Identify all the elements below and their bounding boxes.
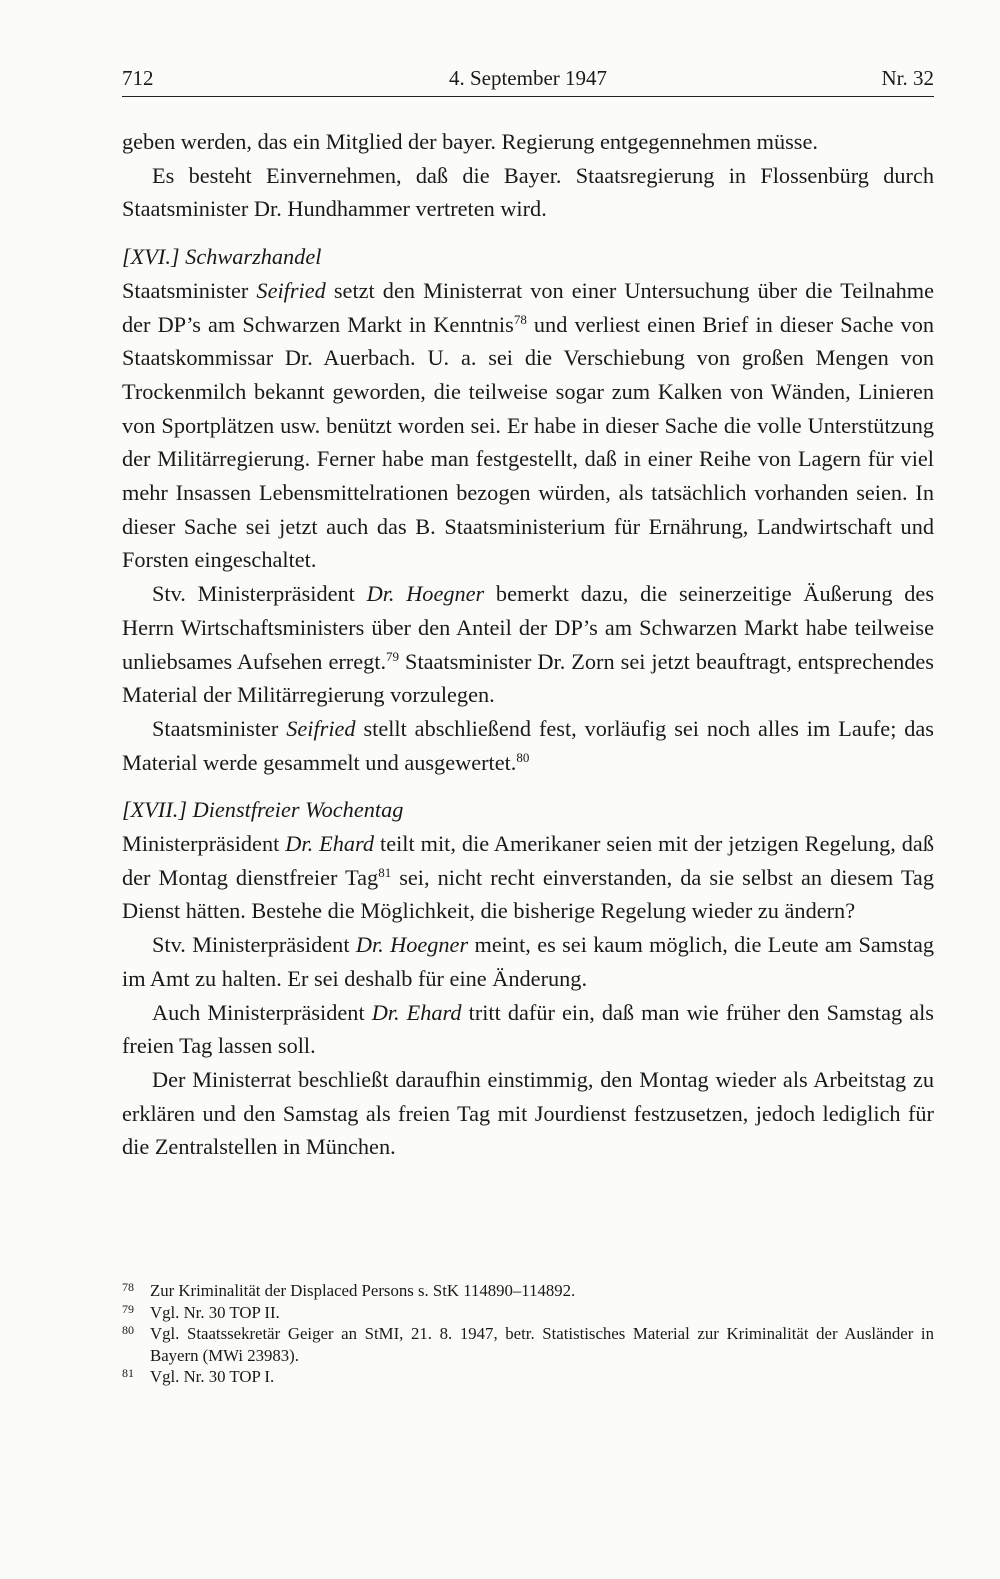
header-date: 4. September 1947 [448,66,608,90]
footnotes [122,1280,934,1388]
speaker-name: Dr. Hoegner [355,932,469,958]
footnote: 80 Vgl. Staatssekretär Geiger an StMI, 21. 8. 1947, betr. Statistisches Material zur Kriminalität der Ausländer in Bayern (MWi 23983). [122,1323,934,1366]
footnote-number: 80 [122,1323,134,1338]
paragraph: geben werden, das ein Mitglied der bayer. Regierung entgegennehmen müsse. [122,129,818,154]
issue-number: Nr. 32 [881,66,934,90]
footnote-ref: 79 [386,648,400,664]
footnote: 81 Vgl. Nr. 30 TOP I. [122,1366,934,1388]
speaker-name: Dr. Ehard [371,999,462,1025]
footnote-ref: 80 [516,749,530,765]
agenda-heading-xvii [122,793,934,827]
paragraph: Stv. Ministerpräsident Dr. Hoegner bemerkt dazu, die seinerzeitige Äußerung des Herrn Wirtschaftsministers über den Anteil der DP’s am Schwarzen Markt habe teilweise unliebsames Aufsehen erregt.$^{79}$ Staatsminister Dr. Zorn sei jetzt beauftragt, entsprechendes Material der Militärregierung vorzulegen. [122,581,935,708]
header-rule [122,96,934,97]
paragraph: Staatsminister Seifried stellt abschließend fest, vorläufig sei noch alles im Laufe; das Material werde gesammelt und ausgewertet.$^{80}$ [122,715,934,775]
footnote-number: 78 [122,1280,134,1294]
main-text [122,125,934,1164]
paragraph: Auch Ministerpräsident Dr. Ehard tritt dafür ein, daß man wie früher den Samstag als freien Tag lassen soll. [122,999,934,1059]
footnote: 78 Zur Kriminalität der Displaced Persons s. StK 114890–114892. [122,1280,934,1302]
page-number: 712 [122,66,154,90]
footnote-number: 81 [122,1366,134,1381]
agenda-heading-xvi [122,240,934,274]
agenda-number: [XVI.] [122,244,180,270]
agenda-title: Schwarzhandel [185,244,322,270]
paragraph: Ministerpräsident Dr. Ehard teilt mit, die Amerikaner seien mit der jetzigen Regelung, daß der Montag dienstfreier Tag$^{81}$ sei, nicht recht einverstanden, da sie selbst an diesem Tag Dienst hätten. Bestehe die Möglichkeit, die bisherige Regelung wieder zu ändern? [122,831,934,924]
speaker-name: Seifried [286,715,356,741]
speaker-name: Dr. Ehard [285,831,375,857]
footnote-number: 79 [122,1301,134,1316]
agenda-number: [XVII.] [122,797,188,823]
speaker-name: Seifried [256,277,326,303]
footnote-ref: 81 [378,864,392,880]
paragraph: Es besteht Einvernehmen, daß die Bayer. Staatsregierung in Flossenbürg durch Staatsminister Dr. Hundhammer vertreten wird. [122,162,934,222]
running-header [122,66,934,96]
paragraph: Stv. Ministerpräsident Dr. Hoegner meint, es sei kaum möglich, die Leute am Samstag im Amt zu halten. Er sei deshalb für eine Änderung. [122,932,934,991]
speaker-name: Dr. Hoegner [366,581,485,607]
footnote: 79 Vgl. Nr. 30 TOP II. [122,1302,934,1324]
paragraph: Staatsminister Seifried setzt den Ministerrat von einer Untersuchung über die Teilnahme der DP’s am Schwarzen Markt in Kenntnis$^{78}$ und verliest einen Brief in dieser Sache von Staatskommissar Dr. Auerbach. U. a. sei die Verschiebung von großen Mengen von Trockenmilch bekannt geworden, die teilweise sogar zum Kalken von Wänden, Linieren von Sportplätzen usw. benützt worden sei. Er habe in dieser Sache die volle Unterstützung der Militärregierung. Ferner habe man festgestellt, daß in einer Reihe von Lagern für viel mehr Insassen Lebensmittelrationen bezogen würden, als tatsächlich vorhanden seien. In dieser Sache sei jetzt auch das B. Staatsministerium für Ernährung, Landwirtschaft und Forsten eingeschaltet. [122,277,935,573]
footnote-ref: 78 [513,311,527,327]
paragraph: Der Ministerrat beschließt daraufhin einstimmig, den Montag wieder als Arbeitstag zu erklären und den Samstag als freien Tag mit Jourdienst festzusetzen, jedoch lediglich für die Zentralstellen in München. [122,1066,934,1160]
agenda-title: Dienstfreier Wochentag [192,797,404,823]
